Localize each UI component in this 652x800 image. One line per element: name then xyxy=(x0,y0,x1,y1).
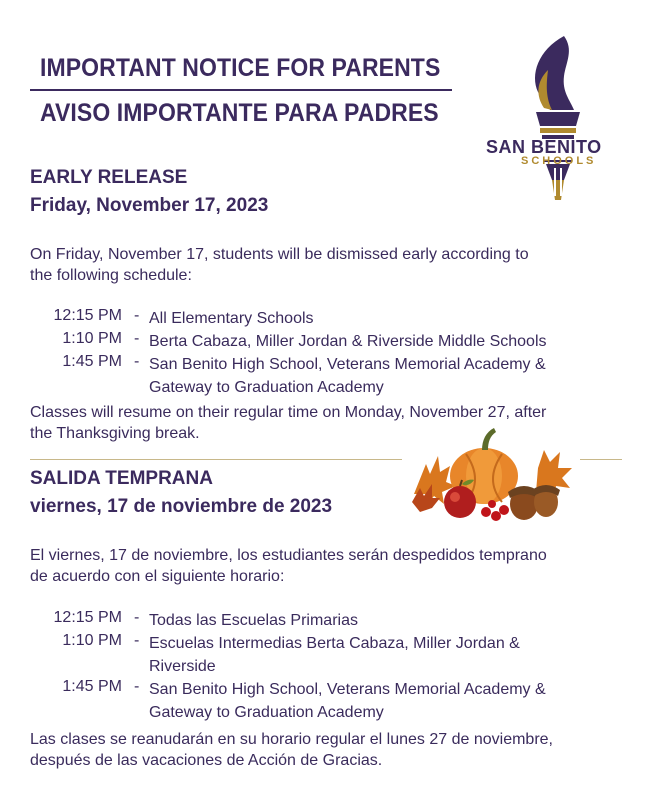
english-closing-line: Classes will resume on their regular time on Monday, November 27, after xyxy=(30,404,547,421)
english-intro-line: the following schedule: xyxy=(30,267,192,284)
schedule-desc: Todas las Escuelas Primarias xyxy=(149,612,358,629)
schedule-time: 1:45 PM xyxy=(62,678,122,695)
spanish-intro xyxy=(30,545,547,587)
spanish-intro-line: de acuerdo con el siguiente horario: xyxy=(30,568,285,585)
spanish-heading: SALIDA TEMPRANA xyxy=(30,468,213,489)
english-closing-line: the Thanksgiving break. xyxy=(30,425,200,442)
schedule-desc: San Benito High School, Veterans Memorial Academy & xyxy=(149,356,546,373)
schedule-desc: San Benito High School, Veterans Memorial Academy & xyxy=(149,681,546,698)
torch-logo-icon xyxy=(478,30,628,205)
title-spanish: AVISO IMPORTANTE PARA PADRES xyxy=(40,99,439,127)
schedule-dash: - xyxy=(134,609,140,626)
schedule-desc: Berta Cabaza, Miller Jordan & Riverside Middle Schools xyxy=(149,333,547,350)
schedule-desc: Escuelas Intermedias Berta Cabaza, Miller Jordan & xyxy=(149,635,520,652)
logo-subtitle: SCHOOLS xyxy=(521,155,597,167)
spanish-closing xyxy=(30,729,553,771)
schedule-time: 1:45 PM xyxy=(62,353,122,370)
schedule-time: 1:10 PM xyxy=(62,632,122,649)
schedule-dash: - xyxy=(134,353,140,370)
spanish-date: viernes, 17 de noviembre de 2023 xyxy=(30,496,333,517)
english-date: Friday, November 17, 2023 xyxy=(30,195,269,216)
schedule-desc: All Elementary Schools xyxy=(149,310,314,327)
autumn-harvest-icon xyxy=(406,424,576,534)
schedule-dash: - xyxy=(134,330,140,347)
schedule-time: 1:10 PM xyxy=(62,330,122,347)
english-heading: EARLY RELEASE xyxy=(30,167,188,188)
english-intro xyxy=(30,244,529,286)
logo-wordmark: SAN BENITO xyxy=(486,137,602,157)
section-divider-right xyxy=(580,459,622,460)
english-intro-line: On Friday, November 17, students will be dismissed early according to xyxy=(30,246,529,263)
title-english: IMPORTANT NOTICE FOR PARENTS xyxy=(40,54,441,82)
spanish-closing-line: Las clases se reanudarán en su horario regular el lunes 27 de noviembre, xyxy=(30,731,553,748)
schedule-dash: - xyxy=(134,307,140,324)
spanish-closing-line: después de las vacaciones de Acción de Gracias. xyxy=(30,752,383,769)
schedule-dash: - xyxy=(134,632,140,649)
schedule-time: 12:15 PM xyxy=(53,609,122,626)
schedule-desc: Gateway to Graduation Academy xyxy=(149,704,384,721)
schedule-desc: Riverside xyxy=(149,658,216,675)
schedule-dash: - xyxy=(134,678,140,695)
title-divider xyxy=(30,89,452,91)
schedule-time: 12:15 PM xyxy=(53,307,122,324)
schedule-desc: Gateway to Graduation Academy xyxy=(149,379,384,396)
spanish-intro-line: El viernes, 17 de noviembre, los estudiantes serán despedidos temprano xyxy=(30,547,547,564)
section-divider-left xyxy=(30,459,402,460)
